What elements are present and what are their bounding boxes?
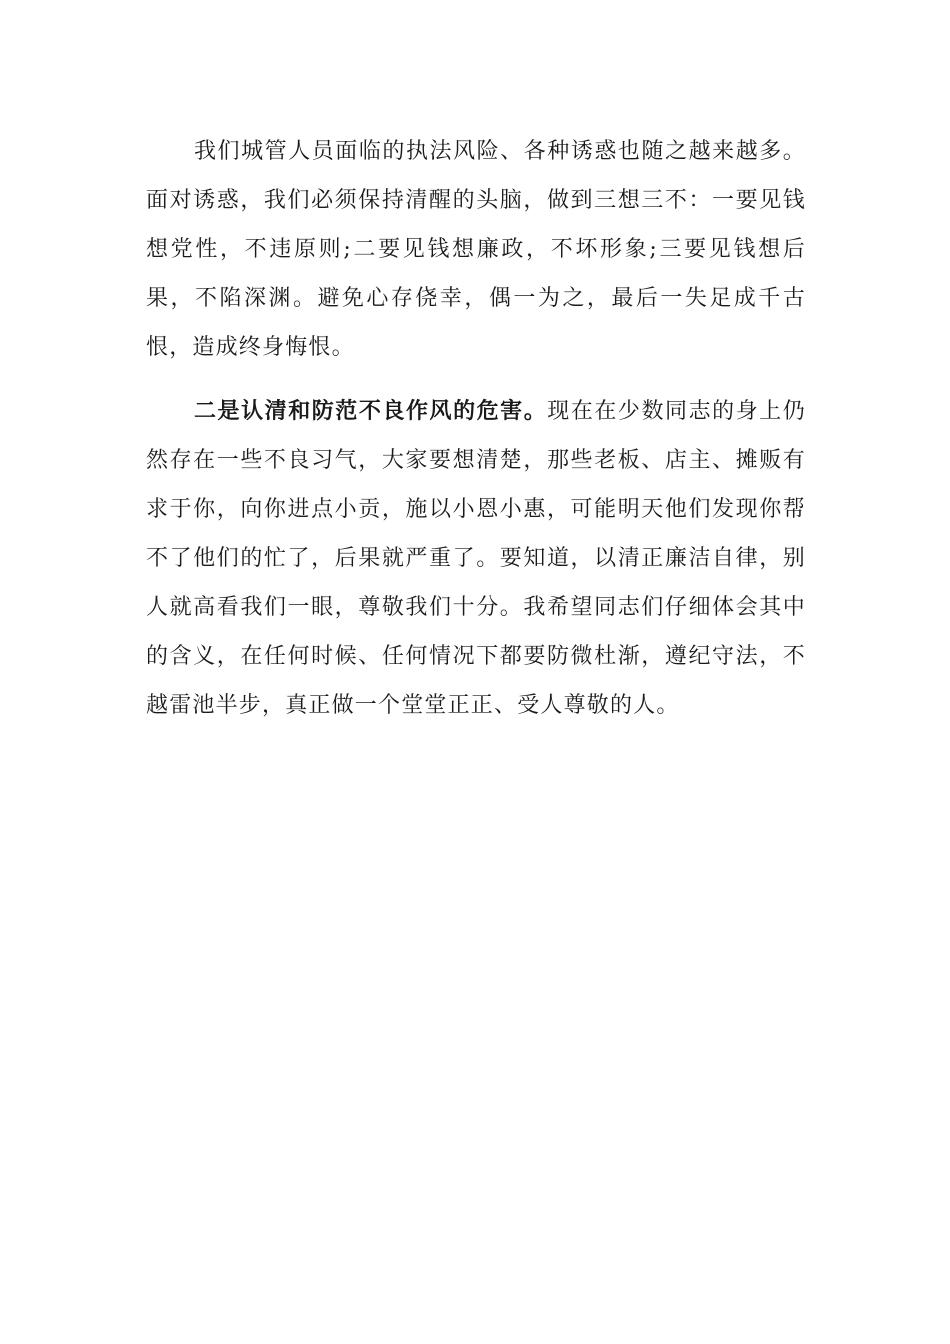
paragraph-heading: 二是认清和防范不良作风的危害。 [194,398,548,424]
paragraph-text: 现在在少数同志的身上仍然存在一些不良习气，大家要想清楚，那些老板、店主、摊贩有求于你，向你进点小贡，施以小恩小惠，可能明天他们发现你帮不了他们的忙了，后果就严重了。要知道，以清正廉洁自律，别人就高看我们一眼，尊敬我们十分。我希望同志们仔细体会其中的含义，在任何时候、任何情况下都要防微杜渐，遵纪守法，不越雷池半步，真正做一个堂堂正正、受人尊敬的人。 [146,399,806,718]
paragraph-temptation [146,127,806,372]
paragraph-bad-style-harm [146,387,806,730]
document-body [146,127,806,730]
paragraph-text: 我们城管人员面临的执法风险、各种诱惑也随之越来越多。面对诱惑，我们必须保持清醒的头脑，做到三想三不：一要见钱想党性，不违原则;二要见钱想廉政，不坏形象;三要见钱想后果，不陷深渊。避免心存侥幸，偶一为之，最后一失足成千古恨，造成终身悔恨。 [146,139,806,360]
